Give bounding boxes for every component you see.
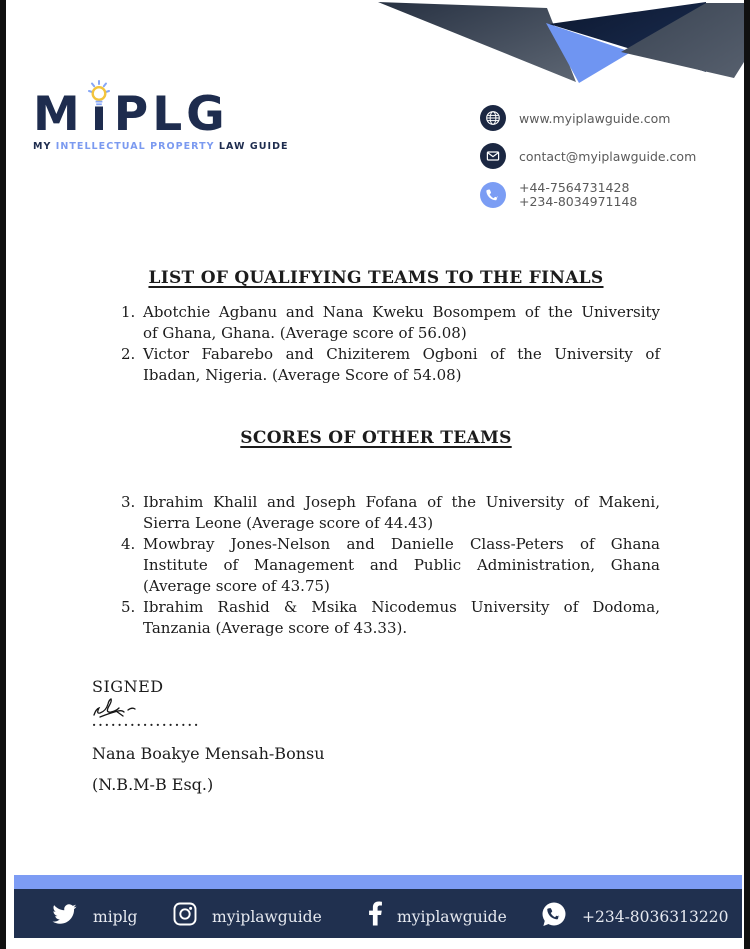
website-row	[480, 105, 696, 131]
corner-triangles-decoration	[374, 0, 744, 97]
tagline-my: MY	[33, 141, 52, 152]
email-icon	[480, 143, 506, 169]
footer-instagram	[172, 889, 322, 938]
signature-block	[92, 677, 325, 794]
signed-label: SIGNED	[92, 677, 164, 696]
globe-icon	[480, 105, 506, 131]
team-item-4: 4. Mowbray Jones-Nelson and Danielle Class-Peters of Ghana Institute of Management and Public Administration, Ghana (Average score of 43.75)	[121, 535, 660, 595]
facebook-icon	[368, 900, 383, 927]
heading-other-teams: SCORES OF OTHER TEAMS	[240, 428, 512, 448]
instagram-icon	[172, 901, 198, 927]
logo-wordmark	[33, 80, 289, 142]
letter-body	[92, 268, 660, 639]
logo-letters-plg: PLG	[113, 87, 229, 142]
email-row	[480, 143, 696, 169]
twitter-handle: miplg	[93, 908, 138, 926]
whatsapp-icon	[540, 900, 568, 928]
logo-letter-m: M	[33, 87, 84, 142]
footer-social-bar	[14, 889, 742, 938]
phone-numbers	[519, 181, 637, 209]
email-text: contact@myiplawguide.com	[519, 148, 697, 164]
facebook-handle: myiplawguide	[397, 908, 507, 926]
tagline-law-guide: LAW GUIDE	[218, 141, 289, 152]
team-item-1: 1. Abotchie Agbanu and Nana Kweku Bosompem of the University of Ghana, Ghana. (Average score of 56.08)	[121, 303, 660, 342]
signatory-name: Nana Boakye Mensah-Bonsu	[92, 744, 325, 763]
tagline-intellectual-property: INTELLECTUAL PROPERTY	[55, 141, 215, 152]
other-teams-list	[92, 492, 660, 639]
logo	[33, 80, 289, 152]
footer-facebook	[368, 889, 507, 938]
footer-accent-bar	[14, 875, 742, 889]
instagram-handle: myiplawguide	[212, 908, 322, 926]
phone-row	[480, 181, 696, 209]
phone-number-1: +44-7564731428	[519, 180, 630, 195]
lightbulb-i-icon	[86, 80, 112, 130]
twitter-icon	[50, 902, 79, 926]
phone-icon	[480, 182, 506, 208]
team-item-5: 5. Ibrahim Rashid & Msika Nicodemus University of Dodoma, Tanzania (Average score of 43.33).	[121, 598, 660, 637]
footer-twitter	[50, 889, 137, 938]
website-text: www.myiplawguide.com	[519, 110, 671, 126]
qualifying-teams-list	[92, 302, 660, 386]
contact-block	[480, 105, 696, 221]
letter-page	[6, 0, 744, 949]
heading-qualifying-teams: LIST OF QUALIFYING TEAMS TO THE FINALS	[148, 268, 604, 288]
dotted-signature-line: .................	[92, 715, 201, 729]
logo-tagline	[33, 141, 289, 152]
footer-whatsapp	[540, 889, 728, 938]
whatsapp-number: +234-8036313220	[582, 908, 729, 926]
team-item-3: 3. Ibrahim Khalil and Joseph Fofana of the University of Makeni, Sierra Leone (Average score of 44.43)	[121, 493, 660, 532]
signatory-title: (N.B.M-B Esq.)	[92, 775, 214, 794]
team-item-2: 2. Victor Fabarebo and Chiziterem Ogboni of the University of Ibadan, Nigeria. (Average Score of 54.08)	[121, 345, 660, 384]
phone-number-2: +234-8034971148	[519, 194, 638, 209]
